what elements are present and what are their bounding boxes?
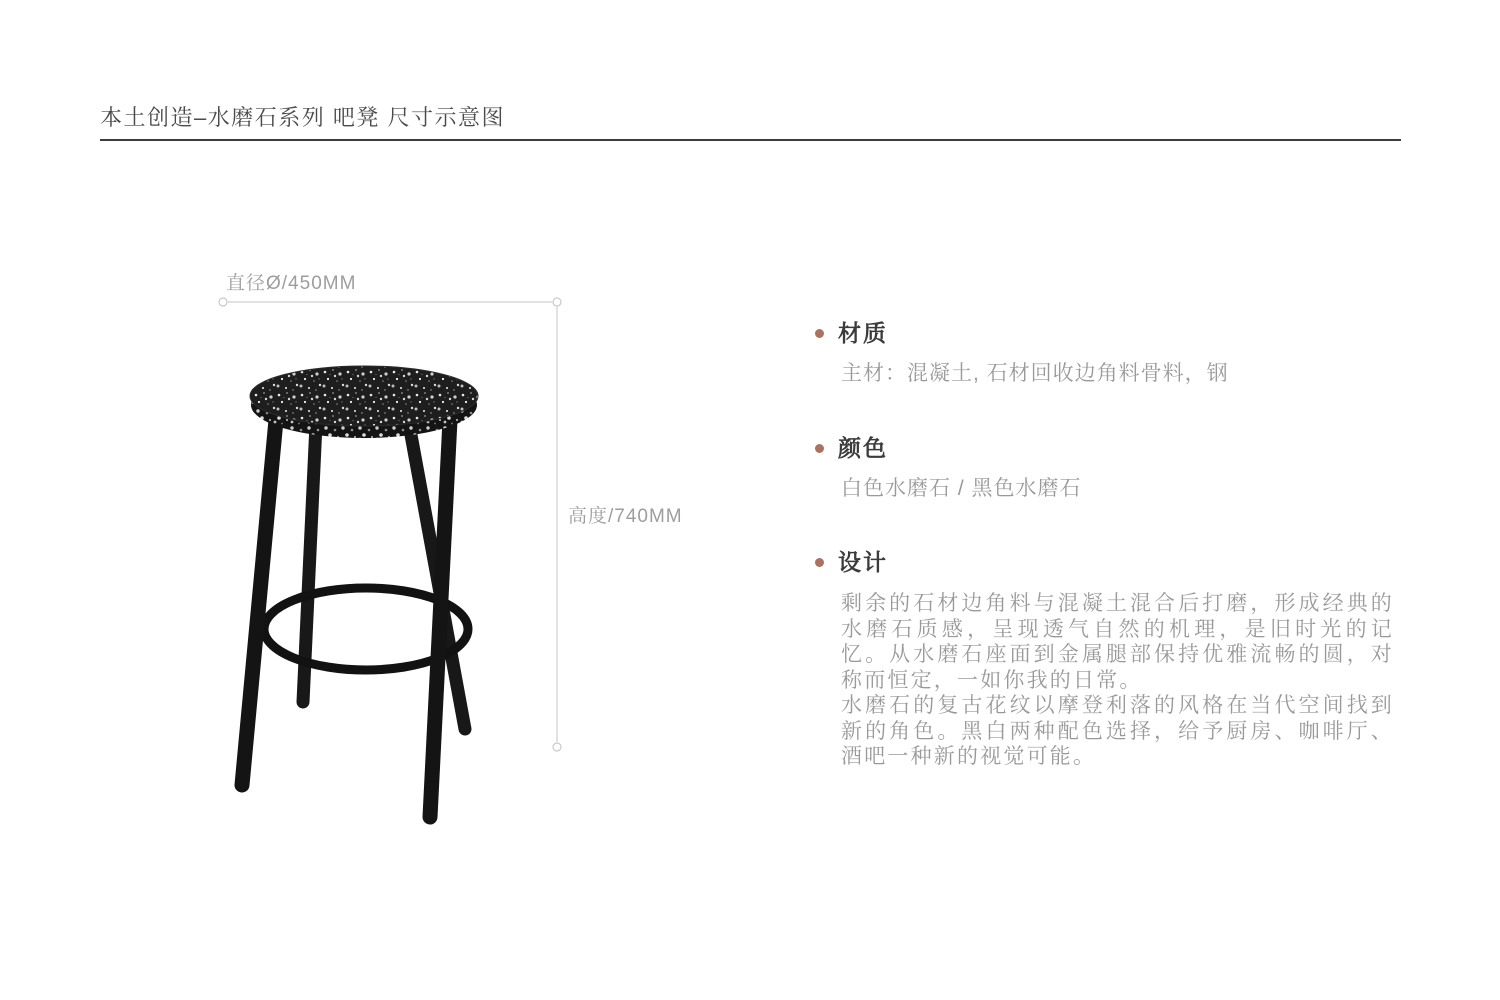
spec-section-design: [815, 547, 1405, 770]
bullet-icon: [815, 558, 824, 567]
diameter-label: 直径Ø/450MM: [226, 273, 357, 294]
bullet-icon: [815, 444, 824, 453]
design-paragraph: 水磨石的复古花纹以摩登利落的风格在当代空间找到新的角色。黑白两种配色选择，给予厨房、咖啡厅、酒吧一种新的视觉可能。: [841, 694, 1394, 768]
endpoint-circle: [553, 298, 561, 306]
stool-front-right-leg: [430, 420, 450, 817]
material-body: 主材：混凝土, 石材回收边角料骨料，钢: [841, 362, 1229, 385]
page-title: 本土创造–水磨石系列 吧凳 尺寸示意图: [100, 105, 505, 130]
stool-front-left-leg: [242, 420, 276, 785]
stool-seat-top: [250, 366, 478, 426]
height-label: 高度/740MM: [568, 506, 683, 527]
material-heading: 材质: [838, 320, 888, 346]
color-body: 白色水磨石 / 黑色水磨石: [841, 477, 1082, 500]
spec-section-material: [815, 318, 1405, 387]
design-body: [841, 591, 1394, 770]
stool-dimension-diagram: [200, 250, 580, 850]
spec-section-color: [815, 433, 1405, 502]
endpoint-circle: [219, 298, 227, 306]
design-heading: 设计: [838, 549, 888, 575]
color-heading: 颜色: [838, 435, 888, 461]
endpoint-circle: [553, 743, 561, 751]
design-paragraph: 剩余的石材边角料与混凝土混合后打磨，形成经典的水磨石质感，呈现透气自然的机理，是旧时光的记忆。从水磨石座面到金属腿部保持优雅流畅的圆，对称而恒定，一如你我的日常。: [841, 592, 1394, 692]
bullet-icon: [815, 329, 824, 338]
header-divider: [100, 139, 1401, 141]
stool-illustration: [242, 366, 478, 817]
